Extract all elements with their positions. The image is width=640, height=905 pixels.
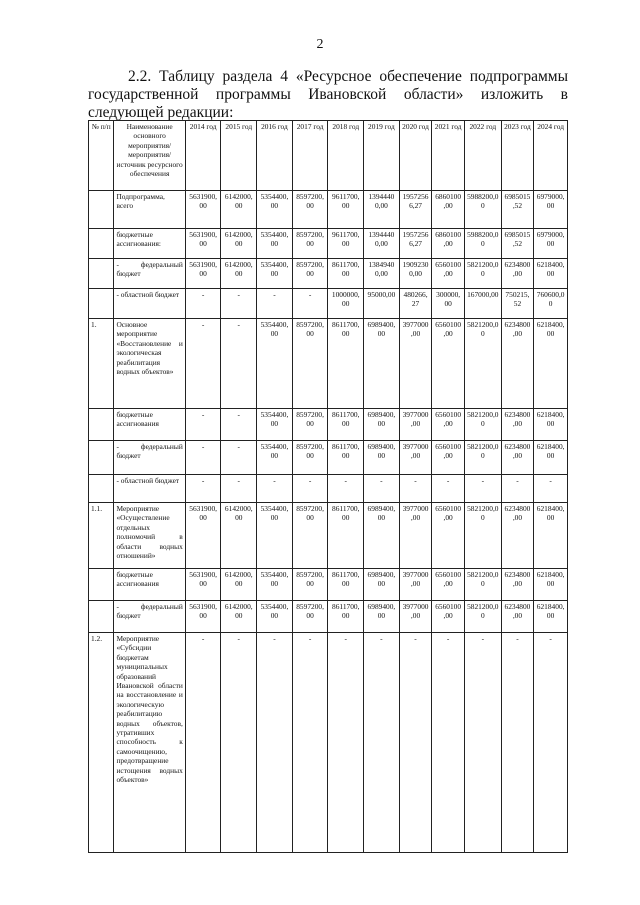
value-cell: - (185, 441, 221, 475)
row-name-cell: - областной бюджет (114, 475, 185, 503)
value-cell: 8611700,00 (328, 503, 364, 569)
value-cell: - (221, 289, 257, 319)
value-cell: 8597200,00 (292, 409, 328, 441)
value-cell: 6989400,00 (364, 569, 400, 601)
value-cell: 6989400,00 (364, 601, 400, 633)
col-header-number: № п/п (89, 121, 114, 191)
value-cell: 1394440 0,00 (364, 191, 400, 229)
value-cell: 3977000,00 (399, 319, 432, 409)
value-cell: 5354400,00 (257, 319, 293, 409)
value-cell: 5631900,00 (185, 601, 221, 633)
value-cell: 5631900,00 (185, 191, 221, 229)
value-cell: 5988200,00 (464, 229, 501, 259)
value-cell: 5631900,00 (185, 569, 221, 601)
value-cell: 5354400,00 (257, 569, 293, 601)
col-header-year: 2021 год (432, 121, 465, 191)
value-cell: - (185, 475, 221, 503)
value-cell: 6142000,00 (221, 569, 257, 601)
value-cell: 5821200,00 (464, 319, 501, 409)
value-cell: 5821200,00 (464, 569, 501, 601)
row-name-cell: - федеральный бюджет (114, 259, 185, 289)
value-cell: 750215,52 (501, 289, 534, 319)
value-cell: 1384940 0,00 (364, 259, 400, 289)
value-cell: 6560100,00 (432, 601, 465, 633)
value-cell: 1000000,00 (328, 289, 364, 319)
col-header-year: 2024 год (534, 121, 568, 191)
col-header-year: 2014 год (185, 121, 221, 191)
table-row (89, 191, 568, 229)
value-cell: 8611700,00 (328, 319, 364, 409)
value-cell: - (257, 475, 293, 503)
value-cell: 6142000,00 (221, 601, 257, 633)
row-number-cell (89, 191, 114, 229)
value-cell: 480266,27 (399, 289, 432, 319)
value-cell: - (501, 633, 534, 853)
value-cell: 19092300,00 (399, 259, 432, 289)
table-header-row (89, 121, 568, 191)
row-number-cell (89, 601, 114, 633)
value-cell: 6142000,00 (221, 229, 257, 259)
row-number-cell (89, 475, 114, 503)
value-cell: - (534, 475, 568, 503)
value-cell: 8597200,00 (292, 441, 328, 475)
value-cell: 3977000,00 (399, 569, 432, 601)
row-number-cell (89, 569, 114, 601)
row-name-cell: Основное мероприятие «Восстановление и экологическая реабилитация водных объектов» (114, 319, 185, 409)
col-header-year: 2015 год (221, 121, 257, 191)
value-cell: 5354400,00 (257, 191, 293, 229)
value-cell: 5988200,00 (464, 191, 501, 229)
value-cell: - (292, 289, 328, 319)
value-cell: 8611700,00 (328, 601, 364, 633)
table-row (89, 441, 568, 475)
value-cell: 6979000,00 (534, 229, 568, 259)
value-cell: - (292, 633, 328, 853)
value-cell: 6142000,00 (221, 191, 257, 229)
value-cell: - (221, 441, 257, 475)
value-cell: 6989400,00 (364, 503, 400, 569)
value-cell: 6218400,00 (534, 441, 568, 475)
row-name-cell: - областной бюджет (114, 289, 185, 319)
row-name-cell: бюджетные ассигнования (114, 569, 185, 601)
row-name-cell: - федеральный бюджет (114, 441, 185, 475)
value-cell: 760600,00 (534, 289, 568, 319)
table-row (89, 633, 568, 853)
value-cell: 3977000,00 (399, 503, 432, 569)
col-header-year: 2019 год (364, 121, 400, 191)
value-cell: - (257, 633, 293, 853)
table-row (89, 289, 568, 319)
col-header-year: 2020 год (399, 121, 432, 191)
table-row (89, 319, 568, 409)
value-cell: - (328, 633, 364, 853)
value-cell: 6985015,52 (501, 191, 534, 229)
value-cell: - (364, 633, 400, 853)
value-cell: 6560100,00 (432, 503, 465, 569)
value-cell: 6560100,00 (432, 441, 465, 475)
value-cell: 8597200,00 (292, 229, 328, 259)
value-cell: 8597200,00 (292, 601, 328, 633)
value-cell: 8611700,00 (328, 569, 364, 601)
value-cell: 5821200,00 (464, 259, 501, 289)
value-cell: 19572566,27 (399, 229, 432, 259)
value-cell: 8611700,00 (328, 409, 364, 441)
value-cell: - (399, 633, 432, 853)
value-cell: 3977000,00 (399, 441, 432, 475)
value-cell: 6234800,00 (501, 259, 534, 289)
value-cell: 8597200,00 (292, 259, 328, 289)
value-cell: - (292, 475, 328, 503)
row-number-cell: 1. (89, 319, 114, 409)
value-cell: 8597200,00 (292, 569, 328, 601)
value-cell: 8597200,00 (292, 503, 328, 569)
table-row (89, 569, 568, 601)
value-cell: 5821200,00 (464, 409, 501, 441)
value-cell: 5631900,00 (185, 503, 221, 569)
value-cell: 5354400,00 (257, 441, 293, 475)
value-cell: 6989400,00 (364, 319, 400, 409)
value-cell: - (185, 319, 221, 409)
value-cell: 5354400,00 (257, 503, 293, 569)
row-number-cell (89, 409, 114, 441)
value-cell: 8597200,00 (292, 191, 328, 229)
value-cell: 5354400,00 (257, 601, 293, 633)
value-cell: 9611700,00 (328, 229, 364, 259)
value-cell: 6218400,00 (534, 601, 568, 633)
value-cell: 5821200,00 (464, 503, 501, 569)
value-cell: - (221, 633, 257, 853)
value-cell: 5631900,00 (185, 259, 221, 289)
value-cell: 6234800,00 (501, 569, 534, 601)
value-cell: 6985015,52 (501, 229, 534, 259)
section-heading: 2.2. Таблицу раздела 4 «Ресурсное обеспечение подпрограммы государственной программы Ивановской области» изложить в следующей редакции: (88, 68, 568, 121)
value-cell: 5821200,00 (464, 441, 501, 475)
value-cell: - (328, 475, 364, 503)
value-cell: 95000,00 (364, 289, 400, 319)
value-cell: 300000,00 (432, 289, 465, 319)
table-row (89, 601, 568, 633)
value-cell: 6234800,00 (501, 409, 534, 441)
value-cell: - (432, 475, 465, 503)
row-number-cell (89, 289, 114, 319)
value-cell: - (364, 475, 400, 503)
value-cell: 5631900,00 (185, 229, 221, 259)
value-cell: 6234800,00 (501, 601, 534, 633)
row-number-cell (89, 259, 114, 289)
value-cell: - (534, 633, 568, 853)
value-cell: - (221, 475, 257, 503)
value-cell: 6989400,00 (364, 409, 400, 441)
value-cell: 6560100,00 (432, 409, 465, 441)
value-cell: 3977000,00 (399, 601, 432, 633)
table-row (89, 475, 568, 503)
row-name-cell: Мероприятие «Субсидии бюджетам муниципальных образований Ивановской области на восстановление и экологическую реабилитацию водных объектов, утративших способность к самоочищению, предотвращение истощения водных объектов» (114, 633, 185, 853)
value-cell: 5354400,00 (257, 409, 293, 441)
col-header-year: 2018 год (328, 121, 364, 191)
value-cell: 6560100,00 (432, 569, 465, 601)
row-number-cell (89, 229, 114, 259)
value-cell: 6979000,00 (534, 191, 568, 229)
value-cell: 6142000,00 (221, 259, 257, 289)
row-name-cell: бюджетные ассигнования (114, 409, 185, 441)
value-cell: 6560100,00 (432, 319, 465, 409)
value-cell: - (185, 289, 221, 319)
value-cell: 5821200,00 (464, 601, 501, 633)
value-cell: - (185, 633, 221, 853)
row-name-cell: Подпрограмма, всего (114, 191, 185, 229)
value-cell: 6234800,00 (501, 319, 534, 409)
value-cell: - (464, 475, 501, 503)
value-cell: - (221, 319, 257, 409)
table-row (89, 503, 568, 569)
col-header-year: 2023 год (501, 121, 534, 191)
table-body (89, 191, 568, 853)
value-cell: 8597200,00 (292, 319, 328, 409)
value-cell: 6234800,00 (501, 503, 534, 569)
table-row (89, 229, 568, 259)
value-cell: 5354400,00 (257, 259, 293, 289)
value-cell: 1394440 0,00 (364, 229, 400, 259)
value-cell: 6860100,00 (432, 229, 465, 259)
value-cell: 5354400,00 (257, 229, 293, 259)
value-cell: 6218400,00 (534, 259, 568, 289)
table-row (89, 409, 568, 441)
value-cell: 6218400,00 (534, 569, 568, 601)
value-cell: - (257, 289, 293, 319)
value-cell: 6218400,00 (534, 319, 568, 409)
col-header-year: 2017 год (292, 121, 328, 191)
col-header-year: 2016 год (257, 121, 293, 191)
row-name-cell: Мероприятие «Осуществление отдельных полномочий в области водных отношений» (114, 503, 185, 569)
value-cell: 6218400,00 (534, 503, 568, 569)
value-cell: - (464, 633, 501, 853)
row-name-cell: - федеральный бюджет (114, 601, 185, 633)
page-number: 2 (316, 37, 324, 52)
value-cell: - (501, 475, 534, 503)
value-cell: 6142000,00 (221, 503, 257, 569)
value-cell: 9611700,00 (328, 191, 364, 229)
value-cell: 6218400,00 (534, 409, 568, 441)
value-cell: - (399, 475, 432, 503)
value-cell: 8611700,00 (328, 259, 364, 289)
value-cell: 8611700,00 (328, 441, 364, 475)
value-cell: 19572566,27 (399, 191, 432, 229)
value-cell: 6989400,00 (364, 441, 400, 475)
row-number-cell (89, 441, 114, 475)
value-cell: 6860100,00 (432, 191, 465, 229)
value-cell: 6234800,00 (501, 441, 534, 475)
col-header-year: 2022 год (464, 121, 501, 191)
value-cell: 167000,00 (464, 289, 501, 319)
value-cell: 3977000,00 (399, 409, 432, 441)
value-cell: - (432, 633, 465, 853)
row-number-cell: 1.1. (89, 503, 114, 569)
table-row (89, 259, 568, 289)
row-name-cell: бюджетные ассигнования: (114, 229, 185, 259)
value-cell: 6560100,00 (432, 259, 465, 289)
value-cell: - (185, 409, 221, 441)
col-header-name: Наименование основного мероприятия/мероприятия/источник ресурсного обеспечения (114, 121, 185, 191)
resource-table (88, 120, 568, 853)
value-cell: - (221, 409, 257, 441)
row-number-cell: 1.2. (89, 633, 114, 853)
